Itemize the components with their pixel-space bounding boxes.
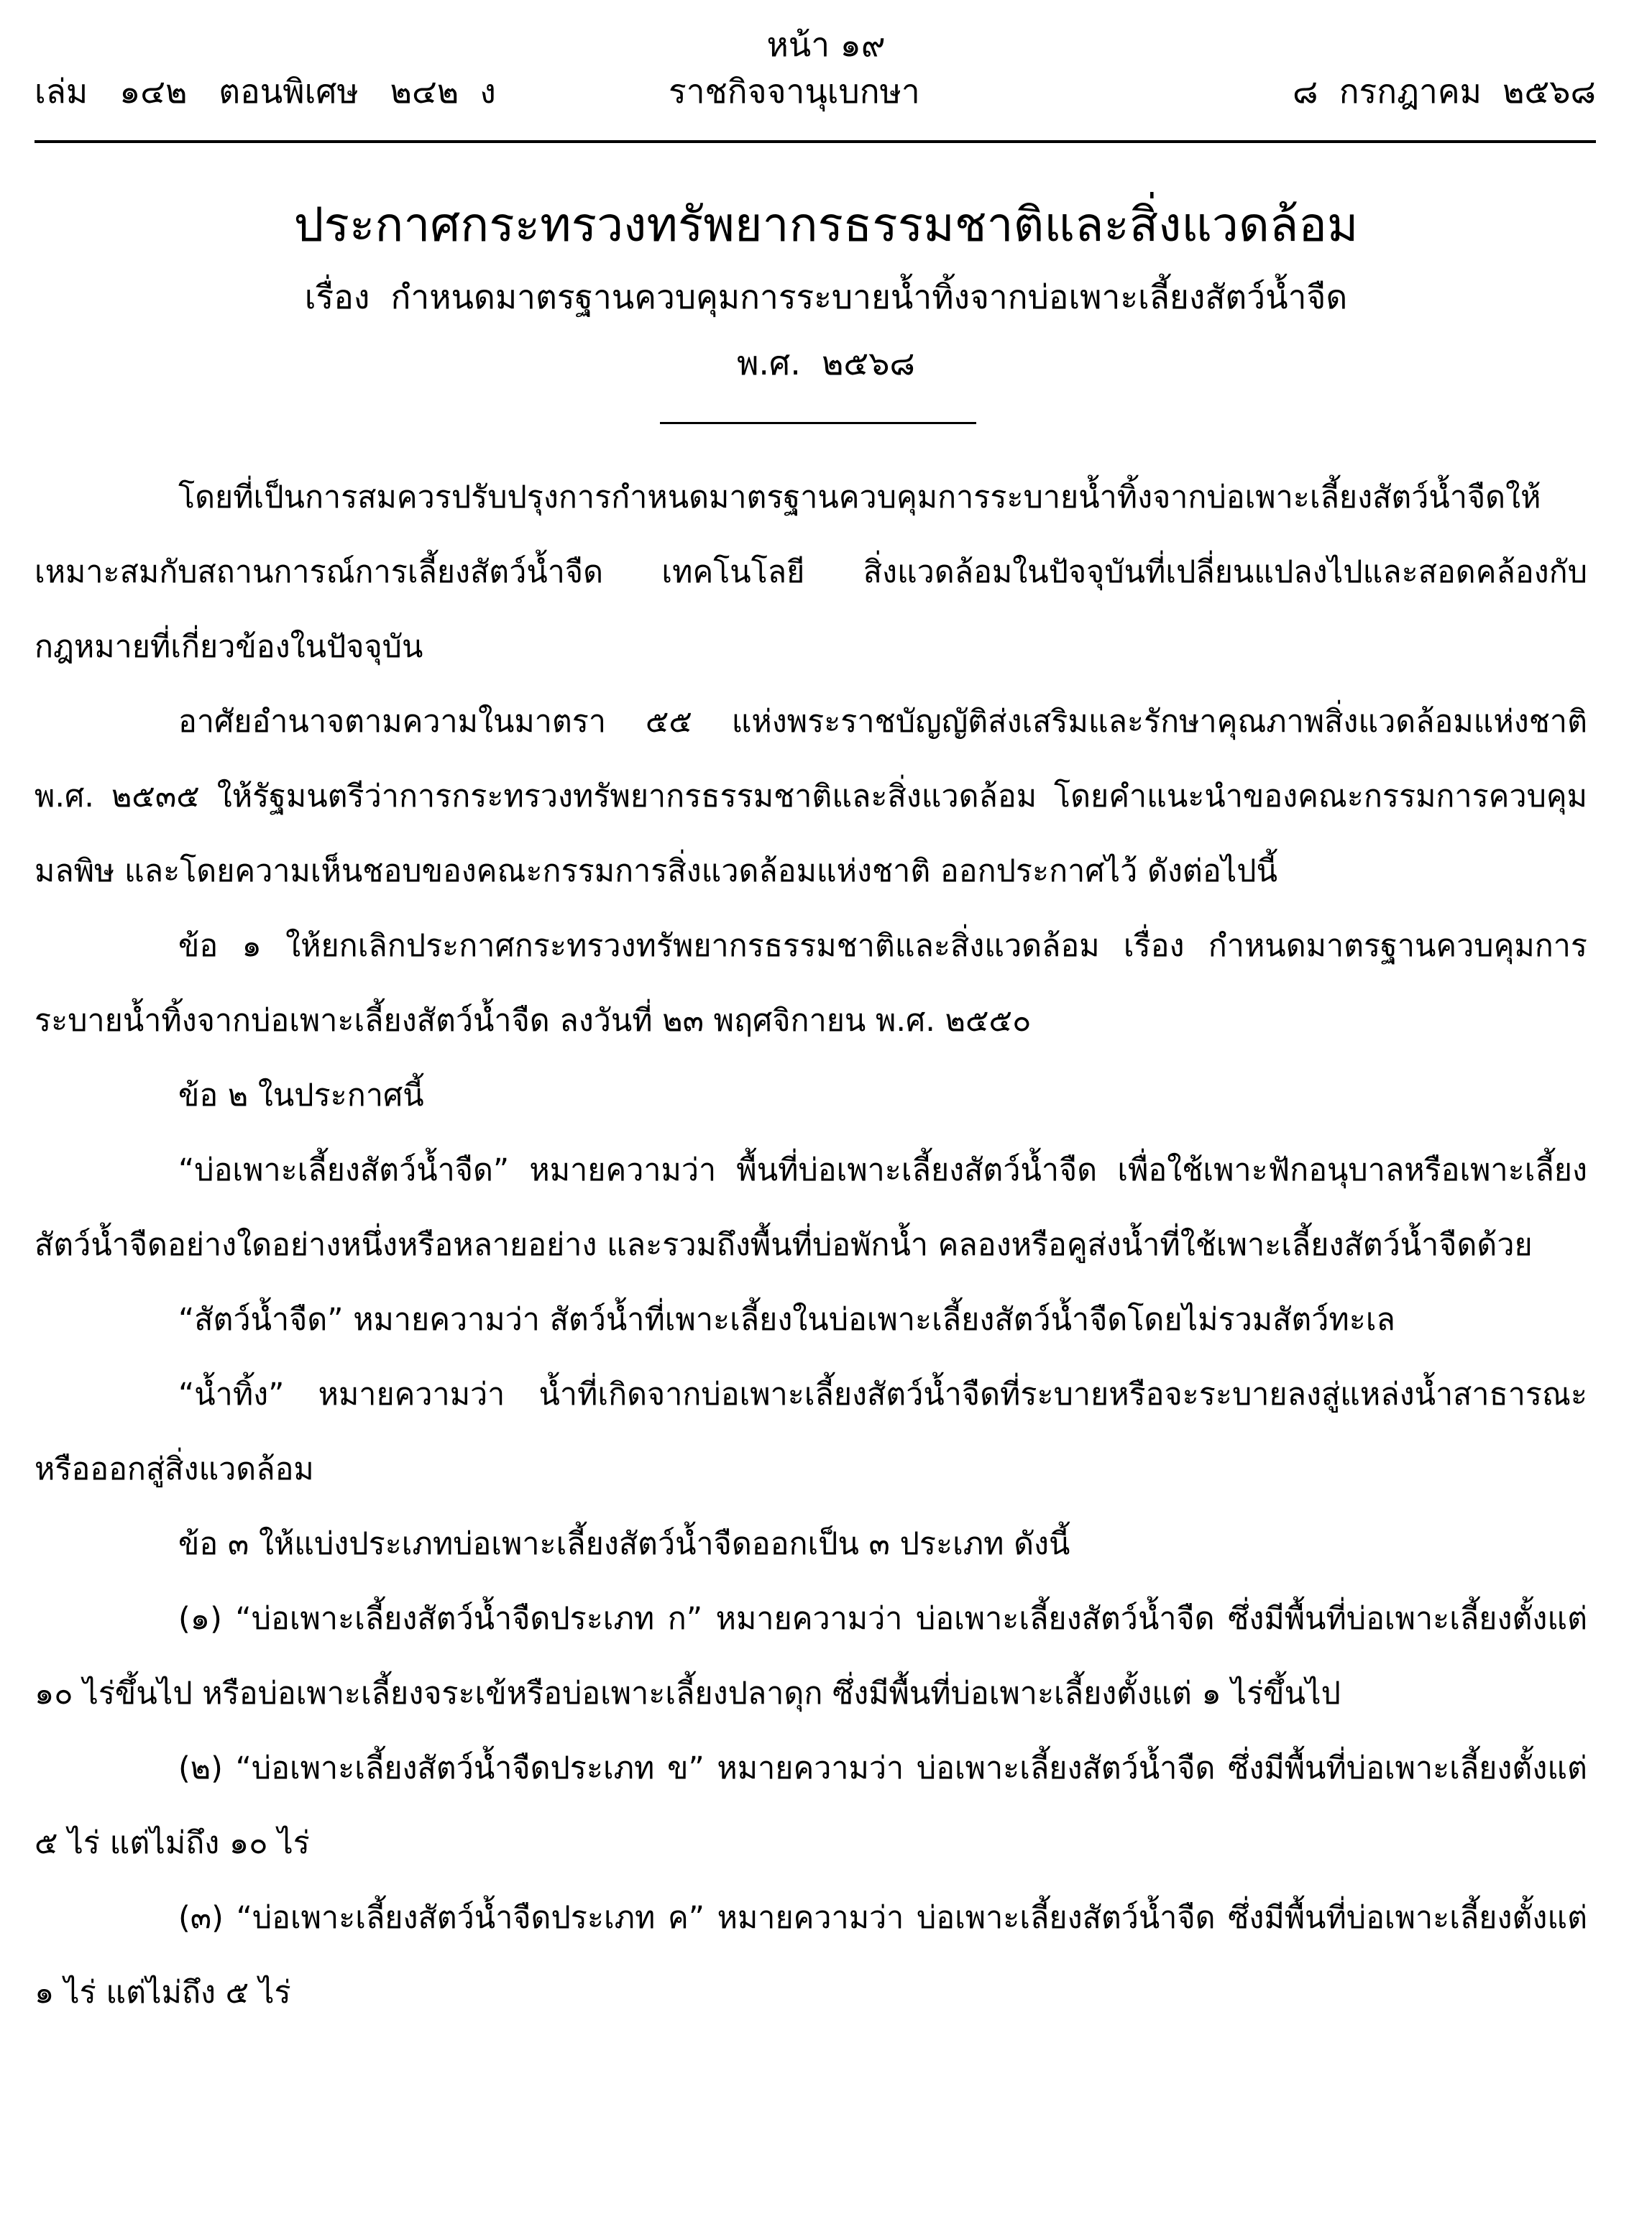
publication-date: ๘ กรกฎาคม ๒๕๖๘	[1292, 72, 1596, 111]
clause-3-item-2: (๒) “บ่อเพาะเลี้ยงสัตว์น้ำจืดประเภท ข” หมายความว่า บ่อเพาะเลี้ยงสัตว์น้ำจืด ซึ่งมีพื้นที่บ่อเพาะเลี้ยงตั้งแต่ ๕ ไร่ แต่ไม่ถึง ๑๐ ไร่	[35, 1750, 1587, 1861]
definition-pond: “บ่อเพาะเลี้ยงสัตว์น้ำจืด” หมายความว่า พื้นที่บ่อเพาะเลี้ยงสัตว์น้ำจืด เพื่อใช้เพาะฟักอนุบาลหรือเพาะเลี้ยงสัตว์น้ำจืดอย่างใดอย่างหนึ่งหรือหลายอย่าง และรวมถึงพื้นที่บ่อพักน้ำ คลองหรือคูส่งน้ำที่ใช้เพาะเลี้ยงสัตว์น้ำจืดด้วย	[35, 1152, 1587, 1263]
definition-freshwater-animal: “สัตว์น้ำจืด” หมายความว่า สัตว์น้ำที่เพาะเลี้ยงในบ่อเพาะเลี้ยงสัตว์น้ำจืดโดยไม่รวมสัตว์ทะเล	[178, 1302, 1395, 1338]
title-rule	[660, 422, 976, 424]
volume-issue: เล่ม ๑๔๒ ตอนพิเศษ ๒๔๒ ง	[35, 72, 496, 111]
document-subtitle: เรื่อง กำหนดมาตรฐานควบคุมการระบายน้ำทิ้งจากบ่อเพาะเลี้ยงสัตว์น้ำจืด	[304, 277, 1348, 316]
clause-3-item-3: (๓) “บ่อเพาะเลี้ยงสัตว์น้ำจืดประเภท ค” หมายความว่า บ่อเพาะเลี้ยงสัตว์น้ำจืด ซึ่งมีพื้นที่บ่อเพาะเลี้ยงตั้งแต่ ๑ ไร่ แต่ไม่ถึง ๕ ไร่	[35, 1900, 1587, 2011]
page-number: หน้า ๑๙	[766, 25, 886, 64]
document-title: ประกาศกระทรวงทรัพยากรธรรมชาติและสิ่งแวดล้อม	[293, 197, 1359, 252]
clause-3: ข้อ ๓ ให้แบ่งประเภทบ่อเพาะเลี้ยงสัตว์น้ำจืดออกเป็น ๓ ประเภท ดังนี้	[178, 1526, 1070, 1562]
clause-2: ข้อ ๒ ในประกาศนี้	[178, 1078, 424, 1114]
paragraph-authority: อาศัยอำนาจตามความในมาตรา ๕๕ แห่งพระราชบัญญัติส่งเสริมและรักษาคุณภาพสิ่งแวดล้อมแห่งชาติ พ.ศ. ๒๕๓๕ ให้รัฐมนตรีว่าการกระทรวงทรัพยากรธรรมชาติและสิ่งแวดล้อม โดยคำแนะนำของคณะกรรมการควบคุมมลพิษ และโดยความเห็นชอบของคณะกรรมการสิ่งแวดล้อมแห่งชาติ ออกประกาศไว้ ดังต่อไปนี้	[35, 704, 1587, 889]
gazette-header	[35, 69, 1596, 114]
paragraph-preamble: โดยที่เป็นการสมควรปรับปรุงการกำหนดมาตรฐานควบคุมการระบายน้ำทิ้งจากบ่อเพาะเลี้ยงสัตว์น้ำจืดให้เหมาะสมกับสถานการณ์การเลี้ยงสัตว์น้ำจืด เทคโนโลยี สิ่งแวดล้อมในปัจจุบันที่เปลี่ยนแปลงไปและสอดคล้องกับกฎหมายที่เกี่ยวข้องในปัจจุบัน	[35, 479, 1587, 665]
header-rule	[35, 140, 1596, 143]
definition-effluent: “น้ำทิ้ง” หมายความว่า น้ำที่เกิดจากบ่อเพาะเลี้ยงสัตว์น้ำจืดที่ระบายหรือจะระบายลงสู่แหล่งน้ำสาธารณะหรือออกสู่สิ่งแวดล้อม	[35, 1377, 1587, 1487]
clause-3-item-1: (๑) “บ่อเพาะเลี้ยงสัตว์น้ำจืดประเภท ก” หมายความว่า บ่อเพาะเลี้ยงสัตว์น้ำจืด ซึ่งมีพื้นที่บ่อเพาะเลี้ยงตั้งแต่ ๑๐ ไร่ขึ้นไป หรือบ่อเพาะเลี้ยงจระเข้หรือบ่อเพาะเลี้ยงปลาดุก ซึ่งมีพื้นที่บ่อเพาะเลี้ยงตั้งแต่ ๑ ไร่ขึ้นไป	[35, 1601, 1587, 1712]
clause-1: ข้อ ๑ ให้ยกเลิกประกาศกระทรวงทรัพยากรธรรมชาติและสิ่งแวดล้อม เรื่อง กำหนดมาตรฐานควบคุมการระบายน้ำทิ้งจากบ่อเพาะเลี้ยงสัตว์น้ำจืด ลงวันที่ ๒๓ พฤศจิกายน พ.ศ. ๒๕๕๐	[35, 928, 1587, 1039]
publication-name: ราชกิจจานุเบกษา	[669, 72, 920, 111]
document-body	[35, 460, 1587, 2030]
document-year: พ.ศ. ๒๕๖๘	[737, 344, 915, 382]
